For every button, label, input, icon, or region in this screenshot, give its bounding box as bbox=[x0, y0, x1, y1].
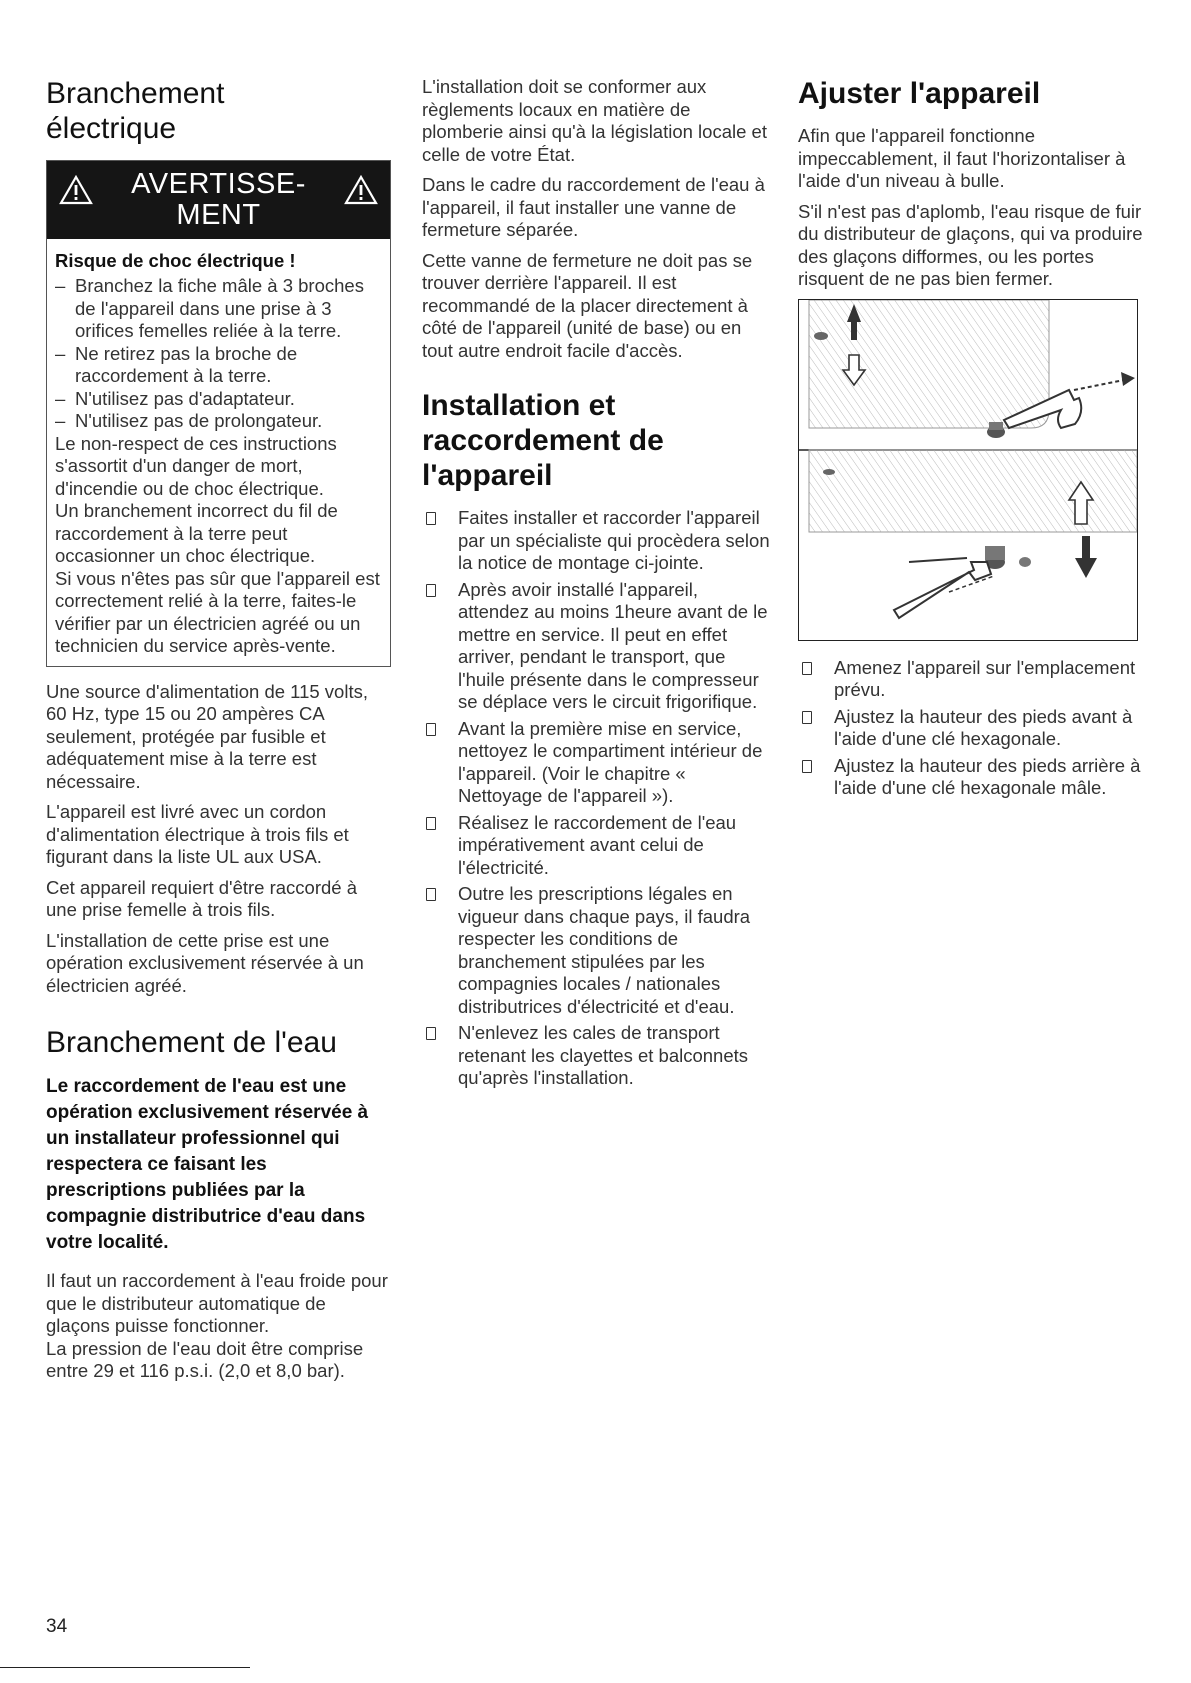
checkbox-bullet-icon bbox=[802, 711, 812, 724]
checkbox-bullet-icon bbox=[426, 584, 436, 597]
checkbox-bullet-icon bbox=[426, 512, 436, 525]
paragraph: La pression de l'eau doit être comprise entre 29 et 116 p.s.i. (2,0 et 8,0 bar). bbox=[46, 1337, 364, 1381]
paragraph: Cet appareil requiert d'être raccordé à une prise femelle à trois fils. bbox=[46, 876, 358, 920]
list-item bbox=[422, 812, 772, 880]
leveling-feet-illustration bbox=[798, 299, 1138, 641]
page-number: 34 bbox=[46, 1616, 68, 1637]
water-bold-notice: Le raccordement de l'eau est une opération exclusivement réservée à un installateur professionnel qui respectera ce faisant les prescriptions publiées par la compagnie distributrice d'eau dans votre localité. bbox=[46, 1076, 369, 1253]
paragraph: Afin que l'appareil fonctionne impeccablement, il faut l'horizontaliser à l'aide d'un niveau à bulle. bbox=[798, 125, 1126, 191]
list-item bbox=[422, 1022, 772, 1090]
heading-electrical-connection: Branchement électrique bbox=[46, 77, 225, 145]
list-item-text: Outre les prescriptions légales en vigueur dans chaque pays, il faudra respecter les conditions de branchement stipulées par les compagnies locales / nationales distributrices d'électricité et d'eau. bbox=[458, 883, 751, 1017]
list-item-text: N'enlevez les cales de transport retenant les clayettes et balconnets qu'après l'installation. bbox=[458, 1022, 749, 1088]
heading-water-connection: Branchement de l'eau bbox=[46, 1026, 337, 1059]
column-right bbox=[798, 76, 1143, 804]
heading-adjust: Ajuster l'appareil bbox=[798, 77, 1041, 110]
risk-label: Risque de choc électrique ! bbox=[55, 250, 296, 271]
list-item bbox=[422, 883, 772, 1018]
paragraph: S'il n'est pas d'aplomb, l'eau risque de fuir du distributeur de glaçons, qui va produire des glaçons difformes, ou les portes risquent de ne pas bien fermer. bbox=[798, 200, 1143, 289]
list-item-text: Après avoir installé l'appareil, attendez au moins 1heure avant de le mettre en service. Il peut en effet arriver, pendant le transport, que l'huile présente dans le compresseur se déplace vers le circuit frigorifique. bbox=[458, 578, 768, 712]
warning-dash-item: – Ne retirez pas la broche de raccordement à la terre. bbox=[55, 343, 382, 388]
warning-header bbox=[47, 161, 390, 239]
column-left bbox=[46, 76, 391, 1391]
checkbox-bullet-icon bbox=[426, 888, 436, 901]
heading-installation: Installation et raccordement de l'appareil bbox=[422, 389, 664, 492]
list-item bbox=[798, 657, 1143, 702]
checkbox-bullet-icon bbox=[426, 1027, 436, 1040]
list-item bbox=[422, 507, 772, 575]
list-item bbox=[422, 579, 772, 714]
list-item-text: Ajustez la hauteur des pieds avant à l'aide d'une clé hexagonale. bbox=[834, 705, 1133, 749]
warning-dash-item: – N'utilisez pas d'adaptateur. bbox=[55, 388, 382, 411]
paragraph: Cette vanne de fermeture ne doit pas se trouver derrière l'appareil. Il est recommandé de la placer directement à côté de l'appareil (unité de base) ou en tout autre endroit facile d'accès. bbox=[422, 249, 753, 361]
warning-title: AVERTISSE- MENT bbox=[131, 168, 306, 231]
rear-feet-panel bbox=[809, 450, 1137, 618]
warning-text: Un branchement incorrect du fil de raccordement à la terre peut occasionner un choc électrique. bbox=[55, 500, 338, 566]
list-item bbox=[422, 718, 772, 808]
paragraph: Une source d'alimentation de 115 volts, 60 Hz, type 15 ou 20 ampères CA seulement, protégée par fusible et adéquatement mise à la terre est nécessaire. bbox=[46, 680, 368, 792]
warning-text: Le non-respect de ces instructions s'assortit d'un danger de mort, d'incendie ou de choc électrique. bbox=[55, 432, 337, 499]
paragraph: L'appareil est livré avec un cordon d'alimentation électrique à trois fils et figurant dans la liste UL aux USA. bbox=[46, 801, 349, 867]
list-item-text: Amenez l'appareil sur l'emplacement prévu. bbox=[834, 656, 1136, 700]
paragraph: L'installation doit se conformer aux règlements locaux en matière de plomberie ainsi qu'à la législation locale et celle de votre État. bbox=[422, 76, 767, 165]
footer-rule bbox=[0, 1667, 250, 1668]
list-item-text: Avant la première mise en service, nettoyez le compartiment intérieur de l'appareil. (Voir le chapitre « Nettoyage de l'appareil »). bbox=[458, 717, 763, 806]
column-middle bbox=[422, 76, 772, 1094]
paragraph: Il faut un raccordement à l'eau froide pour que le distributeur automatique de glaçons puisse fonctionner. bbox=[46, 1270, 388, 1336]
list-item-text: Ajustez la hauteur des pieds arrière à l'aide d'une clé hexagonale mâle. bbox=[834, 754, 1141, 798]
front-feet-panel bbox=[799, 300, 1137, 450]
warning-box bbox=[46, 160, 391, 667]
warning-dash-item: – N'utilisez pas de prolongateur. bbox=[55, 410, 382, 433]
checkbox-bullet-icon bbox=[426, 817, 436, 830]
installation-list bbox=[422, 507, 772, 1090]
checkbox-bullet-icon bbox=[426, 723, 436, 736]
paragraph: L'installation de cette prise est une opération exclusivement réservée à un électricien agréé. bbox=[46, 929, 364, 996]
list-item bbox=[798, 706, 1143, 751]
warning-dash-item: – Branchez la fiche mâle à 3 broches de l'appareil dans une prise à 3 orifices femelles reliée à la terre. bbox=[55, 275, 382, 343]
list-item-text: Faites installer et raccorder l'appareil par un spécialiste qui procèdera selon la notice de montage ci-jointe. bbox=[458, 507, 770, 573]
warning-body bbox=[47, 239, 390, 666]
warning-text: Si vous n'êtes pas sûr que l'appareil est correctement relié à la terre, faites-le vérifier par un électricien agréé ou un technicien du service après-vente. bbox=[55, 567, 380, 656]
warning-triangle-icon bbox=[344, 175, 378, 205]
adjust-list bbox=[798, 657, 1143, 800]
checkbox-bullet-icon bbox=[802, 760, 812, 773]
list-item bbox=[798, 755, 1143, 800]
checkbox-bullet-icon bbox=[802, 662, 812, 675]
paragraph: Dans le cadre du raccordement de l'eau à l'appareil, il faut installer une vanne de fermeture séparée. bbox=[422, 174, 765, 240]
warning-triangle-icon bbox=[59, 175, 93, 205]
list-item-text: Réalisez le raccordement de l'eau impérativement avant celui de l'électricité. bbox=[458, 811, 737, 878]
